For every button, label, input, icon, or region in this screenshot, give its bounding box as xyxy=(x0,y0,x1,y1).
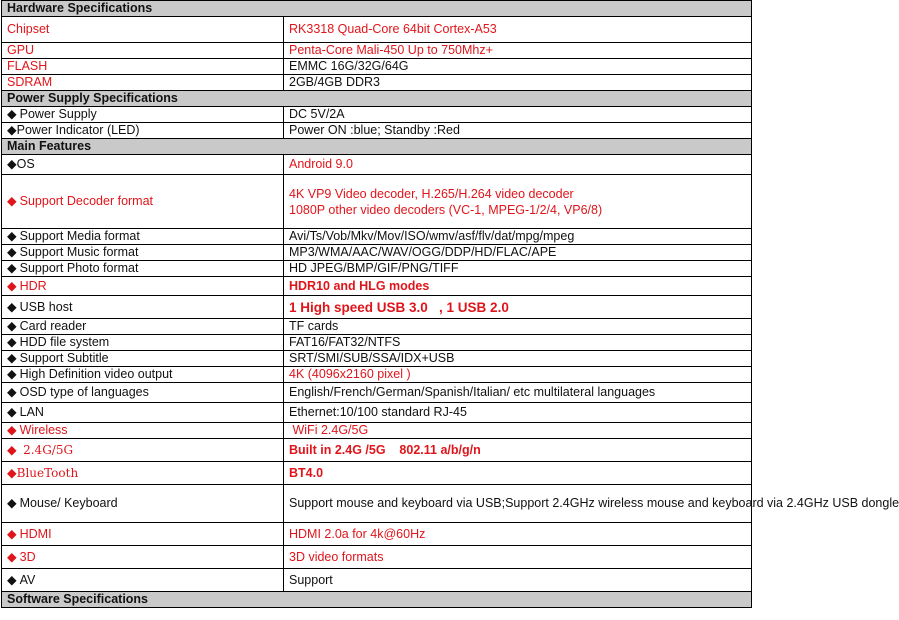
row-hdmi xyxy=(2,523,752,546)
bullet-icon: ◆ xyxy=(7,319,17,333)
row-power-indicator xyxy=(2,123,752,139)
bullet-icon: ◆ xyxy=(7,423,17,437)
wireless-label xyxy=(2,423,284,439)
label-text: 3D xyxy=(19,549,36,564)
av-value: Support xyxy=(284,569,752,592)
label-text: BlueTooth xyxy=(16,465,79,480)
label-text: OS xyxy=(16,157,35,171)
label-text: AV xyxy=(19,572,36,587)
hd-output-label xyxy=(2,367,284,383)
power-indicator-value: Power ON :blue; Standby :Red xyxy=(284,123,752,139)
photo-value: HD JPEG/BMP/GIF/PNG/TIFF xyxy=(284,261,752,277)
decoder-line-1: 4K VP9 Video decoder, H.265/H.264 video decoder xyxy=(289,186,574,201)
power-supply-value: DC 5V/2A xyxy=(284,107,752,123)
hdr-value: HDR10 and HLG modes xyxy=(284,277,752,296)
av-label xyxy=(2,569,284,592)
section-title: Software Specifications xyxy=(2,592,752,608)
sdram-value: 2GB/4GB DDR3 xyxy=(284,75,752,91)
mouse-label xyxy=(2,485,284,523)
bullet-icon: ◆ xyxy=(7,261,17,275)
bullet-icon: ◆ xyxy=(7,465,17,480)
bullet-icon: ◆ xyxy=(7,123,17,137)
power-supply-label xyxy=(2,107,284,123)
row-lan xyxy=(2,403,752,423)
bullet-icon: ◆ xyxy=(7,385,17,399)
bullet-icon: ◆ xyxy=(7,278,17,293)
gpu-label: GPU xyxy=(2,43,284,59)
row-hdd xyxy=(2,335,752,351)
hdd-value: FAT16/FAT32/NTFS xyxy=(284,335,752,351)
bluetooth-value: BT4.0 xyxy=(284,462,752,485)
section-title: Main Features xyxy=(2,139,752,155)
row-decoder xyxy=(2,175,752,229)
label-text: LAN xyxy=(19,405,44,419)
osd-label xyxy=(2,383,284,403)
label-text: HDD file system xyxy=(19,335,110,349)
label-text: Support Photo format xyxy=(19,261,139,275)
flash-label: FLASH xyxy=(2,59,284,75)
bullet-icon: ◆ xyxy=(7,229,17,243)
os-value: Android 9.0 xyxy=(284,155,752,175)
bullet-icon: ◆ xyxy=(7,194,17,208)
label-text: High Definition video output xyxy=(19,367,173,381)
row-hdr xyxy=(2,277,752,296)
bullet-icon: ◆ xyxy=(7,335,17,349)
row-av xyxy=(2,569,752,592)
row-gpu xyxy=(2,43,752,59)
hdmi-label xyxy=(2,523,284,546)
row-usb xyxy=(2,296,752,319)
card-value: TF cards xyxy=(284,319,752,335)
hdmi-value: HDMI 2.0a for 4k@60Hz xyxy=(284,523,752,546)
row-os xyxy=(2,155,752,175)
row-3d xyxy=(2,546,752,569)
media-value: Avi/Ts/Vob/Mkv/Mov/ISO/wmv/asf/flv/dat/mpg/mpeg xyxy=(284,229,752,245)
decoder-label xyxy=(2,175,284,229)
chipset-label: Chipset xyxy=(2,17,284,43)
bullet-icon: ◆ xyxy=(7,405,17,419)
bullet-icon: ◆ xyxy=(7,245,17,259)
row-chipset xyxy=(2,17,752,43)
card-label xyxy=(2,319,284,335)
decoder-line-2: 1080P other video decoders (VC-1, MPEG-1/2/4, VP6/8) xyxy=(289,202,603,217)
bluetooth-label xyxy=(2,462,284,485)
hd-output-value: 4K (4096x2160 pixel ) xyxy=(284,367,752,383)
band-label xyxy=(2,439,284,462)
row-media xyxy=(2,229,752,245)
row-mouse xyxy=(2,485,752,523)
lan-value: Ethernet:10/100 standard RJ-45 xyxy=(284,403,752,423)
sdram-label: SDRAM xyxy=(2,75,284,91)
subtitle-value: SRT/SMI/SUB/SSA/IDX+USB xyxy=(284,351,752,367)
section-title: Power Supply Specifications xyxy=(2,91,752,107)
section-software xyxy=(2,592,752,608)
section-title: Hardware Specifications xyxy=(2,1,752,17)
music-value: MP3/WMA/AAC/WAV/OGG/DDP/HD/FLAC/APE xyxy=(284,245,752,261)
subtitle-label xyxy=(2,351,284,367)
bullet-icon: ◆ xyxy=(7,157,17,171)
bullet-icon: ◆ xyxy=(7,442,17,457)
label-text: Support Subtitle xyxy=(19,351,109,365)
spec-table xyxy=(1,0,899,608)
label-text: HDMI xyxy=(19,526,52,541)
row-subtitle xyxy=(2,351,752,367)
bullet-icon: ◆ xyxy=(7,351,17,365)
bullet-icon: ◆ xyxy=(7,107,17,121)
bullet-icon: ◆ xyxy=(7,496,17,510)
row-wireless xyxy=(2,423,752,439)
bullet-icon: ◆ xyxy=(7,367,17,381)
label-text: Mouse/ Keyboard xyxy=(19,496,118,510)
usb-value: 1 High speed USB 3.0 , 1 USB 2.0 xyxy=(284,296,752,319)
section-hardware xyxy=(2,1,752,17)
3d-label xyxy=(2,546,284,569)
row-card xyxy=(2,319,752,335)
row-sdram xyxy=(2,75,752,91)
wireless-value xyxy=(284,423,752,439)
photo-label xyxy=(2,261,284,277)
bullet-icon: ◆ xyxy=(7,299,17,314)
bullet-icon: ◆ xyxy=(7,549,17,564)
power-indicator-label xyxy=(2,123,284,139)
label-text: Power Indicator (LED) xyxy=(16,123,140,137)
lan-label xyxy=(2,403,284,423)
label-text: 2.4G/5G xyxy=(23,442,74,457)
3d-value: 3D video formats xyxy=(284,546,752,569)
section-features xyxy=(2,139,752,155)
wireless-text: WiFi 2.4G/5G xyxy=(292,423,369,437)
os-label xyxy=(2,155,284,175)
row-flash xyxy=(2,59,752,75)
row-photo xyxy=(2,261,752,277)
bullet-icon: ◆ xyxy=(7,526,17,541)
hdr-label xyxy=(2,277,284,296)
usb-label xyxy=(2,296,284,319)
gpu-value: Penta-Core Mali-450 Up to 750Mhz+ xyxy=(284,43,752,59)
row-music xyxy=(2,245,752,261)
label-text: Power Supply xyxy=(19,107,97,121)
row-band xyxy=(2,439,752,462)
bullet-icon: ◆ xyxy=(7,572,17,587)
music-label xyxy=(2,245,284,261)
label-text: Support Music format xyxy=(19,245,139,259)
row-power-supply xyxy=(2,107,752,123)
mouse-value: Support mouse and keyboard via USB;Support 2.4GHz wireless mouse and keyboard via 2.4GHz USB dongle xyxy=(284,485,752,523)
label-text: Support Decoder format xyxy=(19,194,154,208)
row-hd-output xyxy=(2,367,752,383)
osd-value: English/French/German/Spanish/Italian/ etc multilateral languages xyxy=(284,383,752,403)
hdd-label xyxy=(2,335,284,351)
chipset-value: RK3318 Quad-Core 64bit Cortex-A53 xyxy=(284,17,752,43)
label-text: OSD type of languages xyxy=(19,385,149,399)
label-text: Wireless xyxy=(19,423,68,437)
flash-value: EMMC 16G/32G/64G xyxy=(284,59,752,75)
band-value: Built in 2.4G /5G 802.11 a/b/g/n xyxy=(284,439,752,462)
media-label xyxy=(2,229,284,245)
label-text: Card reader xyxy=(19,319,87,333)
row-bluetooth xyxy=(2,462,752,485)
decoder-value xyxy=(284,175,752,229)
row-osd xyxy=(2,383,752,403)
label-text: HDR xyxy=(19,278,47,293)
label-text: Support Media format xyxy=(19,229,140,243)
label-text: USB host xyxy=(19,299,73,314)
section-power xyxy=(2,91,752,107)
